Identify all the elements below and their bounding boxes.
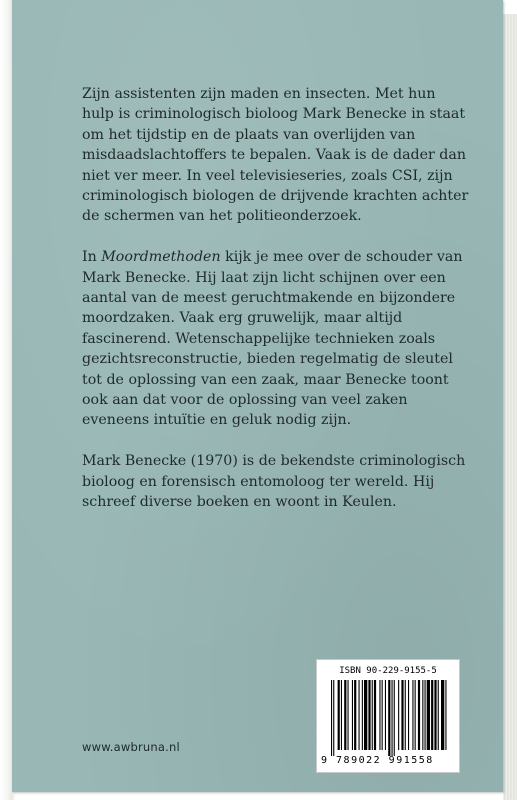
barcode-bar xyxy=(398,680,399,750)
text-line: moordzaken. Vaak erg gruwelijk, maar altijd xyxy=(82,310,403,327)
publisher-website: www.awbruna.nl xyxy=(82,740,180,754)
barcode-bar xyxy=(405,680,406,750)
barcode-bar xyxy=(333,680,334,756)
barcode-bar xyxy=(388,680,390,756)
text-line: misdaadslachtoffers te bepalen. Vaak is de dader dan xyxy=(82,147,466,164)
paragraph-assistants xyxy=(82,84,472,227)
text-line: niet ver meer. In veel televisieseries, zoals CSI, zijn xyxy=(82,167,453,184)
text-line: bioloog en forensisch entomoloog ter wereld. Hij xyxy=(82,473,435,490)
text-line: schreef diverse boeken en woont in Keulen. xyxy=(82,494,397,511)
text-line: fascinerend. Wetenschappelijke technieken zoals xyxy=(82,330,436,347)
barcode-box xyxy=(316,659,460,773)
barcode-bar xyxy=(372,680,373,750)
barcode-bar xyxy=(362,680,363,750)
barcode-bar xyxy=(415,680,416,750)
barcode-bar xyxy=(341,680,342,750)
barcode-bar xyxy=(408,680,409,750)
barcode-bar xyxy=(434,680,436,750)
barcode-bar xyxy=(331,680,332,756)
barcode-bar xyxy=(394,680,395,756)
barcode-bar xyxy=(344,680,346,750)
barcode-bar xyxy=(359,680,360,750)
text-line: tot de oplossing van een zaak, maar Benecke toont xyxy=(82,371,449,388)
text-line: aantal van de meest geruchtmakende en bijzondere xyxy=(82,290,456,307)
barcode-bar xyxy=(401,680,403,750)
barcode-bar xyxy=(364,680,367,750)
barcode-bar xyxy=(348,680,349,750)
text-line: criminologisch biologen de drijvende krachten achter xyxy=(82,188,469,205)
barcode-bar xyxy=(418,680,420,750)
barcode-bar xyxy=(338,680,340,750)
text-line: gezichtsreconstructie, bieden regelmatig de sleutel xyxy=(82,351,453,368)
text-line: Mark Benecke (1970) is de bekendste criminologisch xyxy=(82,453,466,470)
text-segment: kijk je mee over de schouder van xyxy=(220,249,463,266)
barcode-bar xyxy=(374,680,376,750)
barcode-bar xyxy=(425,680,426,750)
barcode-bar xyxy=(438,680,439,750)
text-line: om het tijdstip en de plaats van overlijden van xyxy=(82,126,416,143)
text-segment: In xyxy=(82,249,102,266)
paragraph-author xyxy=(82,451,472,512)
blurb-text xyxy=(82,84,472,533)
barcode-bar xyxy=(431,680,433,750)
text-line: de schermen van het politieonderzoek. xyxy=(82,208,362,225)
barcode-bar xyxy=(392,680,393,756)
barcode-bar xyxy=(382,680,383,750)
ean-digits: 9 789022 991558 xyxy=(321,755,434,766)
paragraph-book xyxy=(82,247,472,431)
text-line: eveneens intuïtie en geluk nodig zijn. xyxy=(82,412,352,429)
text-line: Zijn assistenten zijn maden en insecten. Met hun xyxy=(82,86,436,102)
barcode-bar xyxy=(422,680,423,750)
text-line xyxy=(82,247,472,267)
barcode-bar xyxy=(352,680,353,750)
book-title: Moordmethoden xyxy=(101,249,221,266)
barcode-bar xyxy=(379,680,380,750)
barcode-bar xyxy=(441,680,444,750)
barcode-bar xyxy=(412,680,413,750)
barcode-bar xyxy=(427,680,430,750)
text-line: hulp is criminologisch bioloog Mark Benecke in staat xyxy=(82,106,466,123)
barcode-bar xyxy=(385,680,386,750)
text-line: ook aan dat voor de oplossing van veel zaken xyxy=(82,392,408,409)
isbn-label: ISBN 90-229-9155-5 xyxy=(339,666,437,676)
text-line: Mark Benecke. Hij laat zijn licht schijnen over een xyxy=(82,269,446,286)
barcode-bars xyxy=(331,680,447,758)
page-stack xyxy=(503,14,517,800)
barcode-bar xyxy=(368,680,370,750)
barcode-bar xyxy=(445,680,446,750)
barcode-bar xyxy=(354,680,356,750)
